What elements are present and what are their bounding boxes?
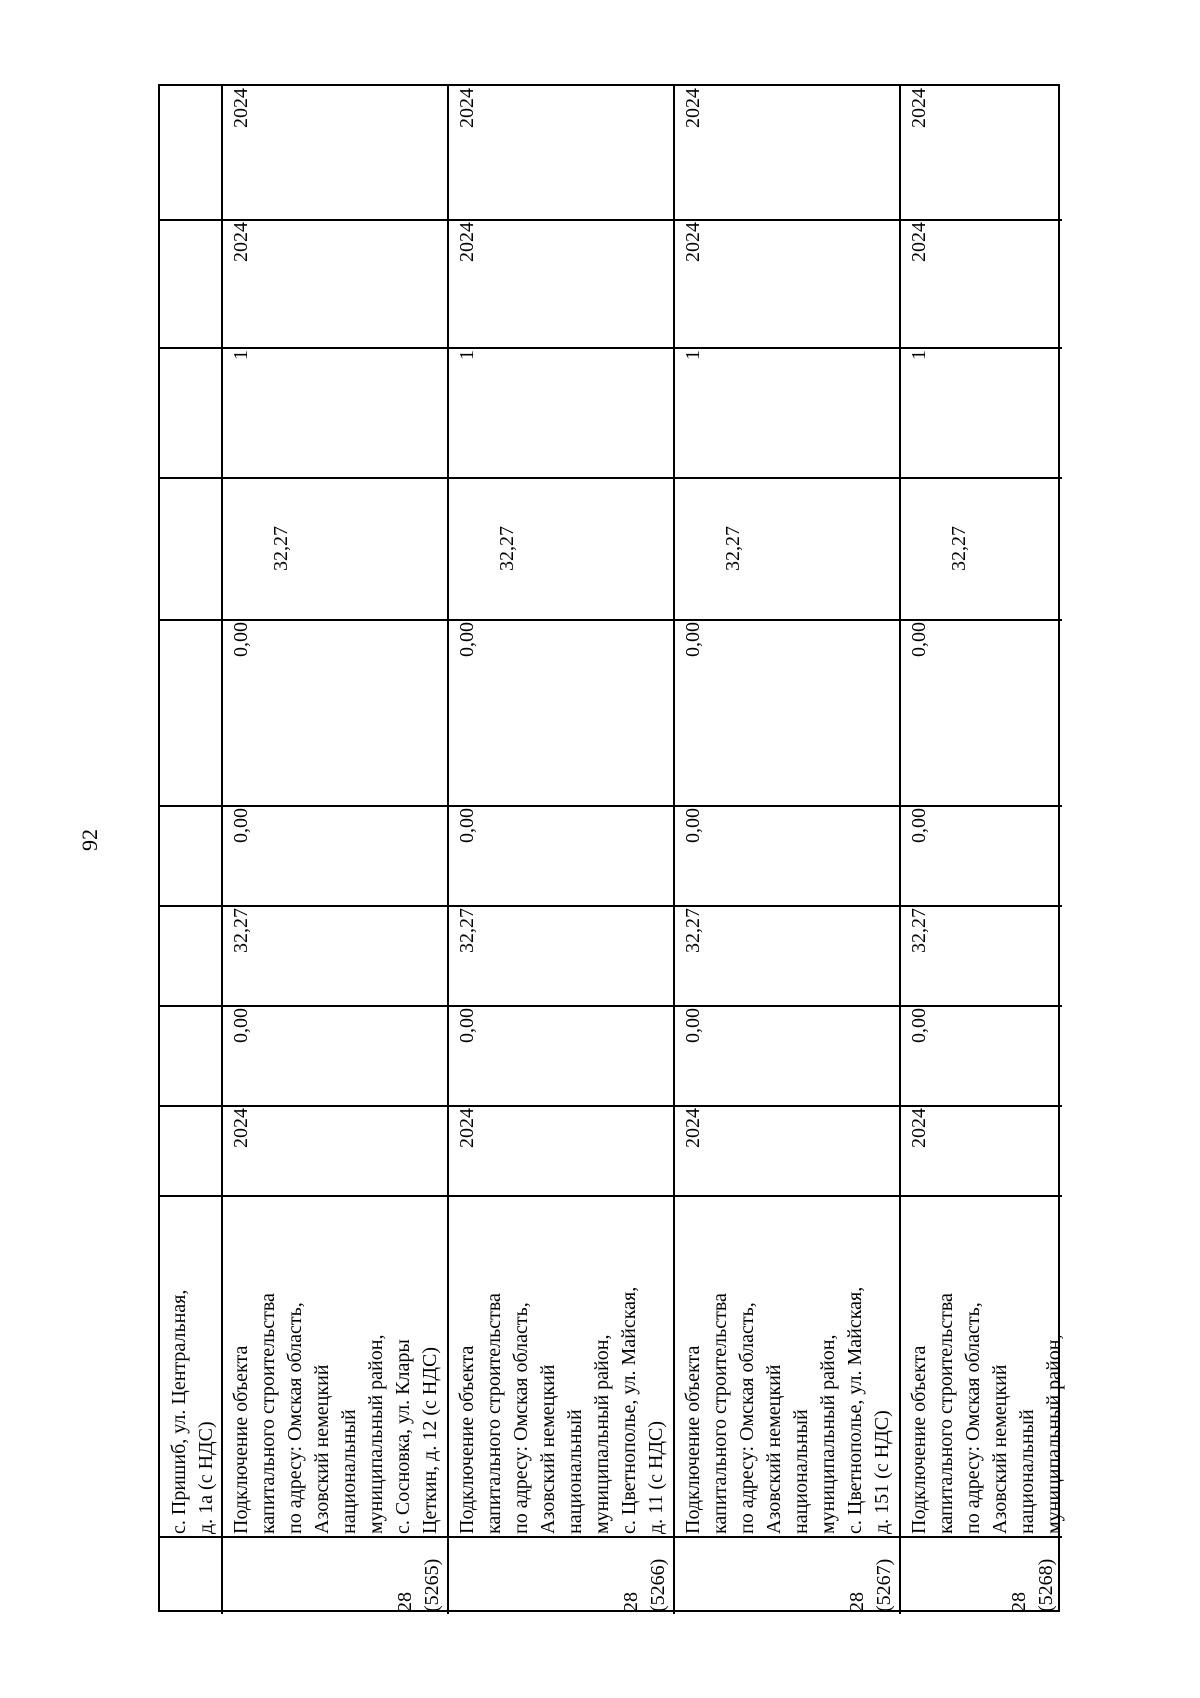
cell-year: 2024	[230, 1108, 252, 1148]
row-id: 28 (5266)	[620, 1558, 669, 1612]
cell-value-d: 0,00	[230, 1008, 252, 1043]
cell-count: 1	[456, 350, 478, 360]
cell-value-d: 0,00	[456, 1008, 478, 1043]
row-divider	[447, 86, 449, 1614]
cell-value-c: 32,27	[456, 908, 478, 953]
cell-value-d: 0,00	[682, 1008, 704, 1043]
cell-description: Подключение объекта капитального строительства по адресу: Омская область, Азовский немецкий национальный муниципальный район,	[908, 1293, 1065, 1534]
cell-value-c: 32,27	[682, 908, 704, 953]
cell-year-start: 2024	[230, 222, 252, 262]
column-divider	[160, 805, 1062, 807]
page-number: 92	[77, 829, 102, 851]
column-divider	[160, 1195, 1062, 1197]
cell-value-c: 32,27	[230, 908, 252, 953]
cell-value-total: 32,27	[496, 526, 518, 572]
cell-description: Подключение объекта капитального строительства по адресу: Омская область, Азовский немецкий национальный муниципальный район, с. Цветнополье, ул. Майская, д. 11 (с НДС)	[456, 1286, 667, 1534]
row-divider	[673, 86, 675, 1614]
cell-year: 2024	[908, 1108, 930, 1148]
column-divider	[160, 477, 1062, 479]
cell-description: Подключение объекта капитального строительства по адресу: Омская область, Азовский немецкий национальный муниципальный район, с. Сосновка, ул. Клары Цеткин, д. 12 (с НДС)	[230, 1293, 441, 1534]
cell-year-start: 2024	[456, 222, 478, 262]
row-id: 28 (5268)	[1008, 1558, 1057, 1612]
row-id: 28 (5265)	[394, 1558, 443, 1612]
cell-value-a: 0,00	[230, 622, 252, 657]
column-divider	[160, 619, 1062, 621]
row-id: 28 (5267)	[846, 1558, 895, 1612]
cell-description: Подключение объекта капитального строительства по адресу: Омская область, Азовский немецкий национальный муниципальный район, с. Цветнополье, ул. Майская, д. 151 (с НДС)	[682, 1286, 893, 1534]
cell-value-b: 0,00	[682, 808, 704, 843]
row-divider	[899, 86, 901, 1614]
cell-count: 1	[682, 350, 704, 360]
cell-value-b: 0,00	[908, 808, 930, 843]
cell-year-start: 2024	[682, 222, 704, 262]
cell-count: 1	[230, 350, 252, 360]
cell-year-end: 2024	[230, 88, 252, 128]
cell-value-total: 32,27	[722, 526, 744, 572]
cell-value-b: 0,00	[230, 808, 252, 843]
column-divider	[160, 347, 1062, 349]
cell-value-c: 32,27	[908, 908, 930, 953]
column-divider	[160, 905, 1062, 907]
cell-year: 2024	[456, 1108, 478, 1148]
column-divider	[160, 1005, 1062, 1007]
cell-year-end: 2024	[908, 88, 930, 128]
cell-value-a: 0,00	[682, 622, 704, 657]
cell-year-end: 2024	[682, 88, 704, 128]
cell-value-a: 0,00	[456, 622, 478, 657]
cell-year: 2024	[682, 1108, 704, 1148]
cell-year-start: 2024	[908, 222, 930, 262]
column-divider	[160, 1105, 1062, 1107]
cell-value-d: 0,00	[908, 1008, 930, 1043]
cell-value-total: 32,27	[948, 526, 970, 572]
cell-value-a: 0,00	[908, 622, 930, 657]
cell-year-end: 2024	[456, 88, 478, 128]
column-divider	[160, 219, 1062, 221]
cell-value-total: 32,27	[270, 526, 292, 572]
cell-count: 1	[908, 350, 930, 360]
cell-value-b: 0,00	[456, 808, 478, 843]
rotated-table	[158, 84, 1065, 1612]
cell-description: с. Пришиб, ул. Центральная, д. 1а (с НДС)	[168, 1289, 217, 1534]
row-divider	[221, 86, 223, 1614]
